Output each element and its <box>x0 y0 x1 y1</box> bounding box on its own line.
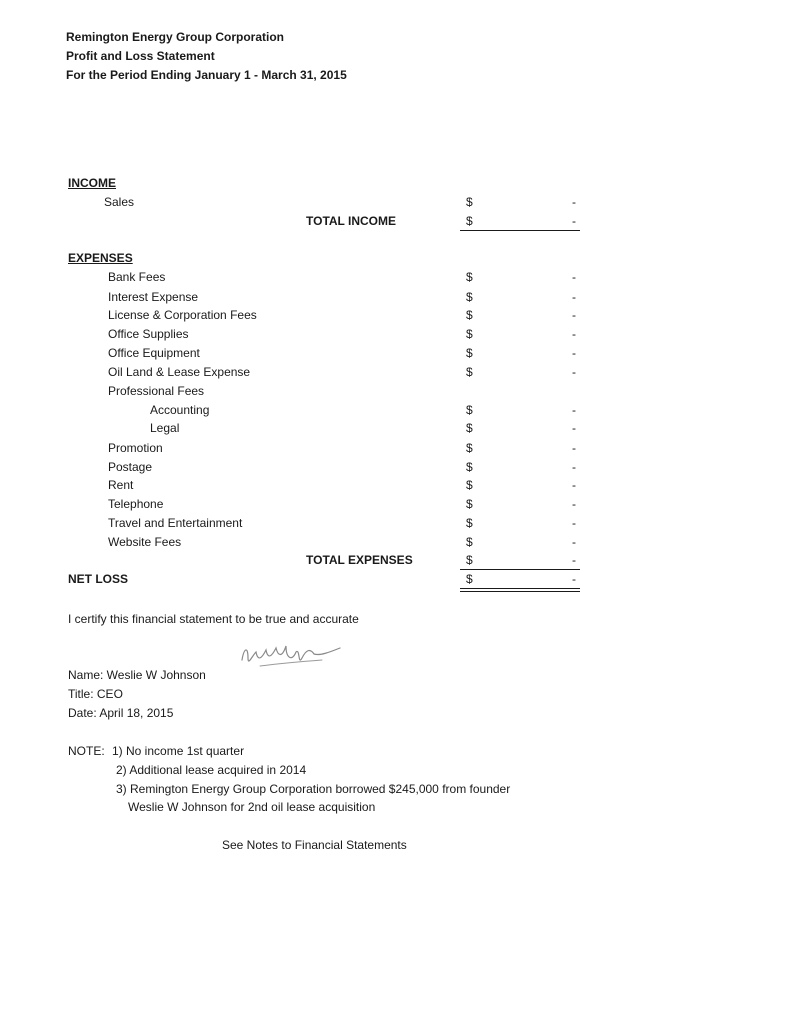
total-income-value: - <box>572 214 576 228</box>
expense-label: Website Fees <box>108 535 182 549</box>
note-item-continued: Weslie W Johnson for 2nd oil lease acquisition <box>128 800 376 814</box>
total-income-label: TOTAL INCOME <box>306 214 396 228</box>
signer-name: Name: Weslie W Johnson <box>68 668 206 682</box>
expense-label: Office Supplies <box>108 327 189 341</box>
expense-currency: $ <box>466 290 473 304</box>
expense-currency: $ <box>466 327 473 341</box>
signature-date: Date: April 18, 2015 <box>68 706 174 720</box>
net-loss-double-rule <box>460 588 580 592</box>
total-expenses-currency: $ <box>466 553 473 567</box>
expense-label: Postage <box>108 460 153 474</box>
expense-value: - <box>572 460 576 474</box>
expense-currency: $ <box>466 535 473 549</box>
expense-value: - <box>572 290 576 304</box>
company-name: Remington Energy Group Corporation <box>66 30 284 44</box>
expense-value: - <box>572 497 576 511</box>
expense-value: - <box>572 270 576 284</box>
expense-label: Oil Land & Lease Expense <box>108 365 251 379</box>
certification-statement: I certify this financial statement to be true and accurate <box>68 612 359 626</box>
expenses-heading: EXPENSES <box>68 251 133 265</box>
signer-title: Title: CEO <box>68 687 123 701</box>
expense-value: - <box>572 327 576 341</box>
expense-label: License & Corporation Fees <box>108 308 257 322</box>
sales-value: - <box>572 195 576 209</box>
statement-period: For the Period Ending January 1 - March 31, 2015 <box>66 68 347 82</box>
expense-currency: $ <box>466 270 473 284</box>
expense-label: Telephone <box>108 497 164 511</box>
expense-label: Office Equipment <box>108 346 200 360</box>
expense-value: - <box>572 403 576 417</box>
expense-value: - <box>572 478 576 492</box>
expense-value: - <box>572 535 576 549</box>
total-income-rule <box>460 230 580 231</box>
sales-currency: $ <box>466 195 473 209</box>
expense-label: Promotion <box>108 441 163 455</box>
total-expenses-label: TOTAL EXPENSES <box>306 553 413 567</box>
footer-note: See Notes to Financial Statements <box>222 838 407 852</box>
expense-label: Interest Expense <box>108 290 199 304</box>
expense-value: - <box>572 308 576 322</box>
expense-label: Rent <box>108 478 134 492</box>
income-heading: INCOME <box>68 176 116 190</box>
statement-title: Profit and Loss Statement <box>66 49 215 63</box>
expense-label: Bank Fees <box>108 270 166 284</box>
net-loss-label: NET LOSS <box>68 572 129 586</box>
net-loss-value: - <box>572 572 576 586</box>
signature-image <box>236 636 346 678</box>
expense-sublabel: Legal <box>150 421 180 435</box>
expense-currency: $ <box>466 308 473 322</box>
expense-currency: $ <box>466 365 473 379</box>
expense-currency: $ <box>466 403 473 417</box>
total-income-currency: $ <box>466 214 473 228</box>
expense-value: - <box>572 421 576 435</box>
expense-currency: $ <box>466 478 473 492</box>
note-label: NOTE: <box>68 744 105 758</box>
expense-currency: $ <box>466 516 473 530</box>
note-item: 3) Remington Energy Group Corporation borrowed $245,000 from founder <box>116 782 511 796</box>
expense-value: - <box>572 441 576 455</box>
expense-currency: $ <box>466 441 473 455</box>
note-item: 2) Additional lease acquired in 2014 <box>116 763 307 777</box>
expense-currency: $ <box>466 421 473 435</box>
total-expenses-rule <box>460 569 580 570</box>
expense-currency: $ <box>466 460 473 474</box>
expense-currency: $ <box>466 497 473 511</box>
expense-sublabel: Accounting <box>150 403 210 417</box>
net-loss-currency: $ <box>466 572 473 586</box>
expense-label: Professional Fees <box>108 384 205 398</box>
expense-value: - <box>572 346 576 360</box>
note-item: 1) No income 1st quarter <box>112 744 245 758</box>
total-expenses-value: - <box>572 553 576 567</box>
expense-currency: $ <box>466 346 473 360</box>
expense-value: - <box>572 516 576 530</box>
expense-value: - <box>572 365 576 379</box>
sales-label: Sales <box>104 195 135 209</box>
expense-label: Travel and Entertainment <box>108 516 243 530</box>
